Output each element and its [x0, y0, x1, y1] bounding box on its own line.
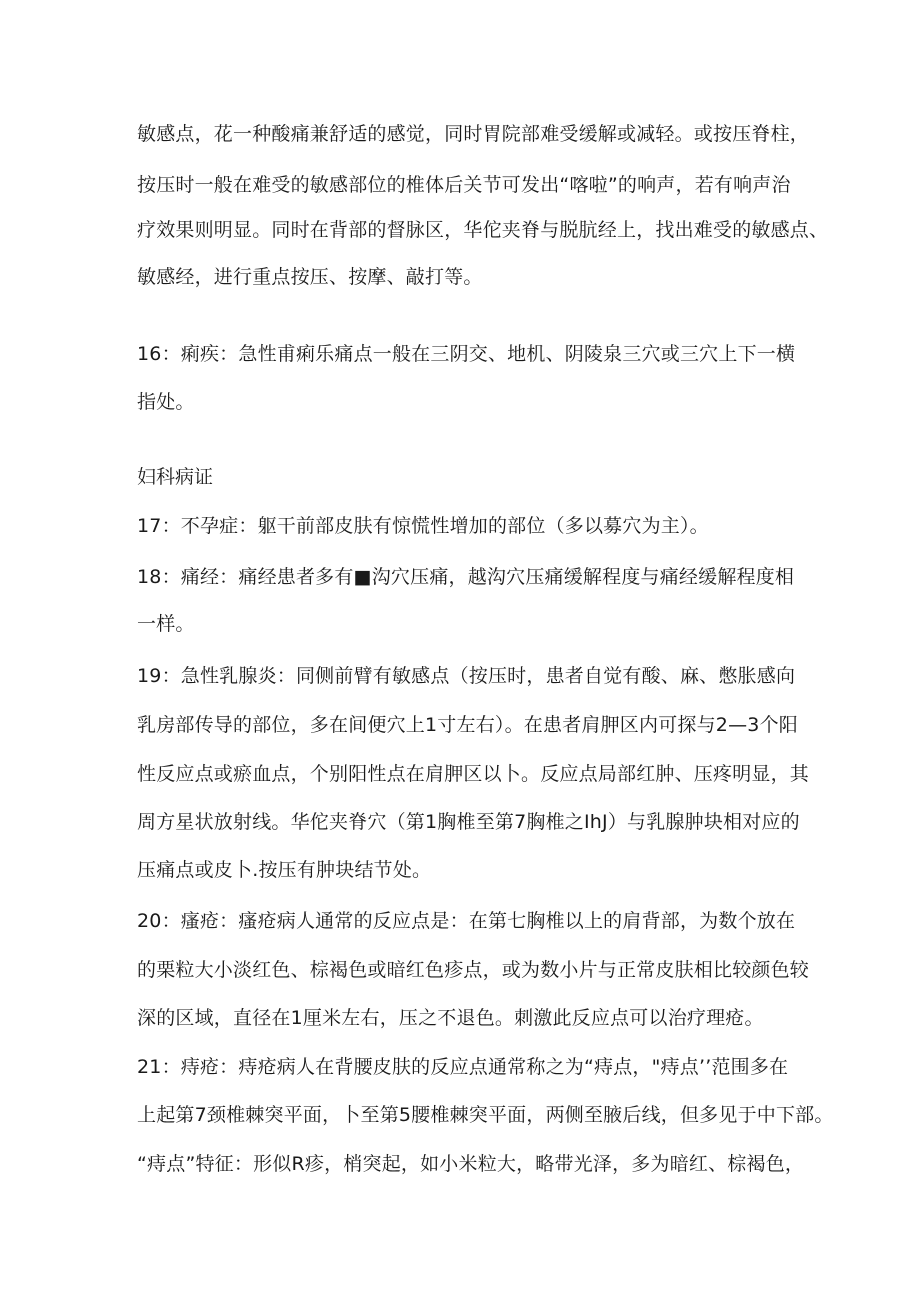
item-20-line: 20：瘙疮：瘙疮病人通常的反应点是：在第七胸椎以上的肩背部，为数个放在	[137, 910, 796, 932]
item-19-line: 乳房部传导的部位，多在间便穴上1寸左右）。在患者肩胛区内可探与2—3个阳	[137, 714, 798, 736]
item-17-line: 17：不孕症：躯干前部皮肤有惊慌性增加的部位（多以募穴为主）。	[137, 515, 709, 537]
item-20-line: 深的区域，直径在1厘米左右，压之不退色。刺激此反应点可以治疗理疮。	[137, 1007, 764, 1029]
paragraph-line: 敏感点，花一种酸痛兼舒适的感觉，同时胃院部难受缓解或减轻。或按压脊柱，	[137, 123, 810, 145]
item-19-line: 周方星状放射线。华佗夹脊穴（第1胸椎至第7胸椎之IhJ）与乳腺肿块相对应的	[137, 811, 800, 833]
item-19-line: 压痛点或皮卜.按压有肿块结节处。	[137, 859, 432, 881]
item-18-line: 18：痛经：痛经患者多有■沟穴压痛，越沟穴压痛缓解程度与痛经缓解程度相	[137, 566, 795, 588]
item-19-line: 性反应点或瘀血点，个别阳性点在肩胛区以卜。反应点局部红肿、压疼明显，其	[137, 763, 810, 785]
item-16-line: 指处。	[137, 391, 195, 413]
item-16-line: 16：痢疾：急性甫痢乐痛点一般在三阴交、地机、阴陵泉三穴或三穴上下一横	[137, 343, 796, 365]
item-18-line: 一样。	[137, 613, 195, 635]
item-21-line: “痔点”特征：形似R疹，梢突起，如小米粒大，略带光泽，多为暗红、棕褐色，	[137, 1153, 805, 1175]
item-20-line: 的栗粒大小淡红色、棕褐色或暗红色疹点，或为数小片与正常皮肤相比较颜色较	[137, 959, 810, 981]
item-21-line: 21：痔疮：痔疮病人在背腰皮肤的反应点通常称之为“痔点，"痔点’’范围多在	[137, 1056, 789, 1078]
paragraph-line: 按压时一般在难受的敏感部位的椎体后关节可发出“喀啦”的响声，若有响声治	[137, 174, 791, 196]
paragraph-line: 敏感经，进行重点按压、按摩、敲打等。	[137, 266, 483, 288]
section-heading: 妇科病证	[137, 466, 214, 488]
item-19-line: 19：急性乳腺炎：同侧前臂有敏感点（按压时，患者自觉有酸、麻、憋胀感向	[137, 665, 796, 687]
paragraph-line: 疗效果则明显。同时在背部的督脉区，华佗夹脊与脱肮经上，找出难受的敏感点、	[137, 219, 829, 241]
item-21-line: 上起第7颈椎棘突平面，卜至第5腰椎棘突平面，两侧至腋后线，但多见于中下部。	[137, 1104, 834, 1126]
